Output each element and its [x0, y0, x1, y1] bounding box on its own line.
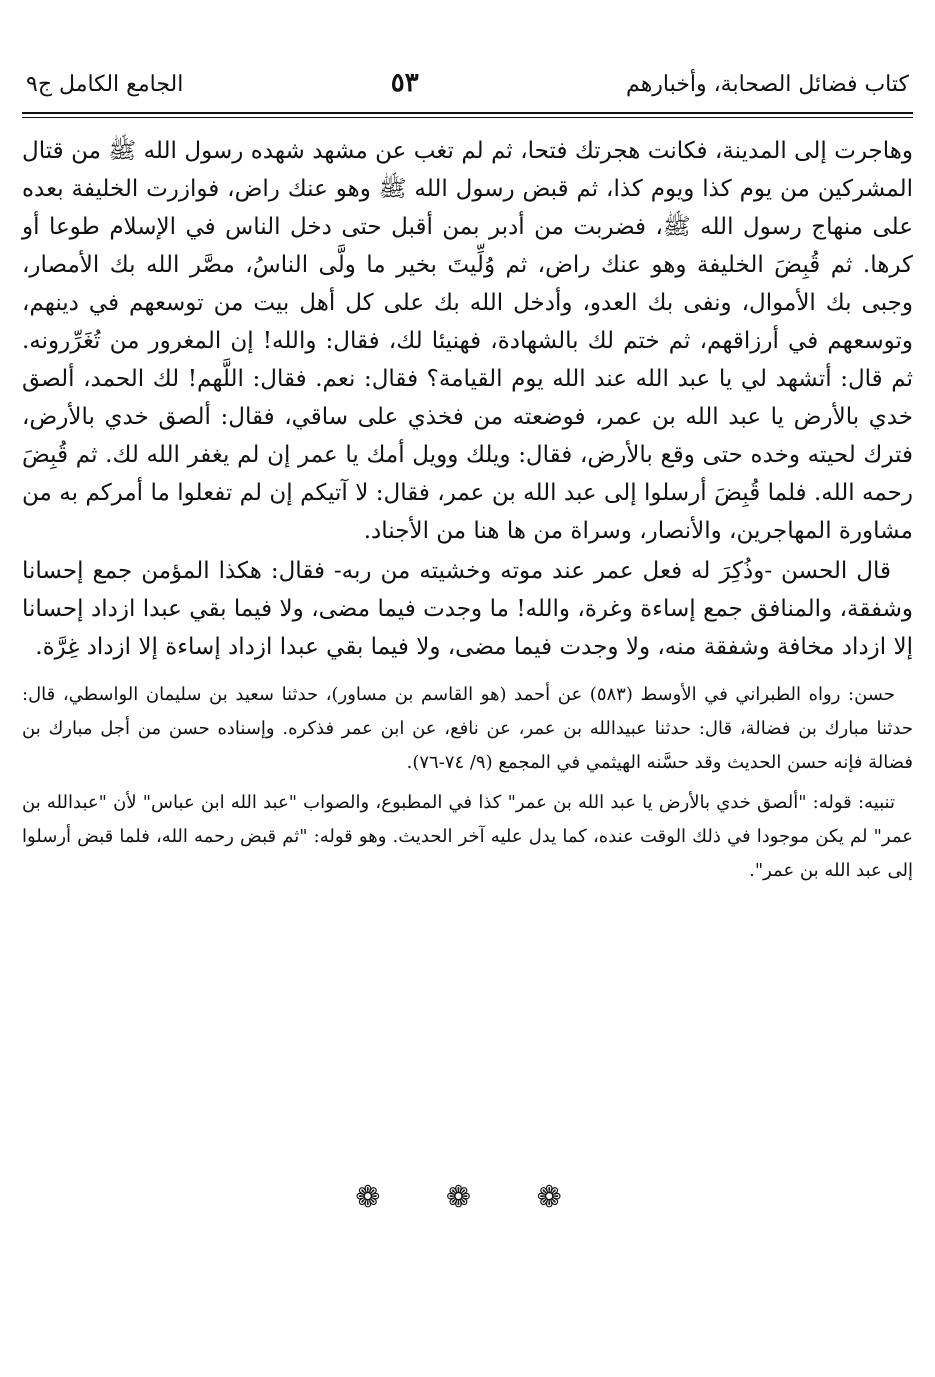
flower-ornament-icon: ❁ — [445, 1180, 490, 1215]
hadith-paragraph-2: قال الحسن -وذُكِرَ له فعل عمر عند موته وخشيته من ربه- فقال: هكذا المؤمن جمع إحسانا وشفقة، والمنافق جمع إساءة وغرة، والله! ما وجدت فيما مضى، ولا فيما بقي عبدا ازداد إحسانا إلا ازداد مخافة وشفقة منه، ولا وجدت فيما مضى، ولا فيما بقي عبدا ازداد إساءة إلا ازداد غِرَّة. — [22, 558, 913, 660]
header-divider-thin — [22, 117, 913, 118]
book-section-title: كتاب فضائل الصحابة، وأخبارهم — [626, 72, 909, 97]
section-end-ornaments — [0, 1180, 935, 1215]
takhrij-note: حسن: رواه الطبراني في الأوسط (٥٨٣) عن أحمد (هو القاسم بن مساور)، حدثنا سعيد بن سليمان الواسطي، قال: حدثنا مبارك بن فضالة، قال: حدثنا عبيدالله بن عمر، عن نافع، عن ابن عمر فذكره. وإسناده حسن من أجل مبارك بن فضالة فإنه حسن الحديث وقد حسَّنه الهيثمي في المجمع (٩/ ٧٤-٧٦). — [22, 684, 913, 773]
running-header — [22, 60, 913, 106]
header-divider — [22, 112, 913, 114]
hadith-paragraph-1: وهاجرت إلى المدينة، فكانت هجرتك فتحا، ثم لم تغب عن مشهد شهده رسول الله ﷺ من قتال المشركين من يوم كذا ويوم كذا، ثم قبض رسول الله ﷺ وهو عنك راض، فوازرت الخليفة بعده على منهاج رسول الله ﷺ، فضربت من أدبر بمن أقبل حتى دخل الناس في الإسلام طوعا أو كرها. ثم قُبِضَ الخليفة وهو عنك راض، ثم وُلِّيتَ بخير ما ولَّى الناسُ، مصَّر الله بك الأمصار، وجبى بك الأموال، ونفى بك العدو، وأدخل الله بك على كل أهل بيت من توسعهم في دينهم، وتوسعهم في أرزاقهم، ثم ختم لك بالشهادة، فهنيئا لك، فقال: والله! إن المغرور من تُغَرِّرونه. ثم قال: أتشهد لي يا عبد الله عند الله يوم القيامة؟ فقال: نعم. فقال: اللَّهم! لك الحمد، ألصق خدي بالأرض يا عبد الله بن عمر، فوضعته من فخذي على ساقي، فقال: ألصق خدي بالأرض، فترك لحيته وخده حتى وقع بالأرض، فقال: ويلك وويل أمك يا عمر إن لم يغفر الله لك. ثم قُبِضَ رحمه الله. فلما قُبِضَ أرسلوا إلى عبد الله بن عمر، فقال: لا آتيكم إن لم تفعلوا ما أمركم به من مشاورة المهاجرين، والأنصار، وسراة من ها هنا من الأجناد. — [22, 138, 913, 544]
volume-title: الجامع الكامل ج٩ — [26, 72, 184, 97]
page-number: ٥٣ — [390, 68, 419, 98]
flower-ornament-icon: ❁ — [536, 1180, 580, 1215]
footnotes — [22, 678, 913, 888]
main-text — [22, 132, 913, 666]
tanbih-note: تنبيه: قوله: "ألصق خدي بالأرض يا عبد الله بن عمر" كذا في المطبوع، والصواب "عبد الله ابن عباس" لأن "عبدالله بن عمر" لم يكن موجودا في ذلك الوقت عنده، كما يدل عليه آخر الحديث. وهو قوله: "ثم قبض رحمه الله، فلما قبض أرسلوا إلى عبد الله بن عمر". — [22, 792, 913, 881]
flower-ornament-icon: ❁ — [355, 1180, 399, 1215]
